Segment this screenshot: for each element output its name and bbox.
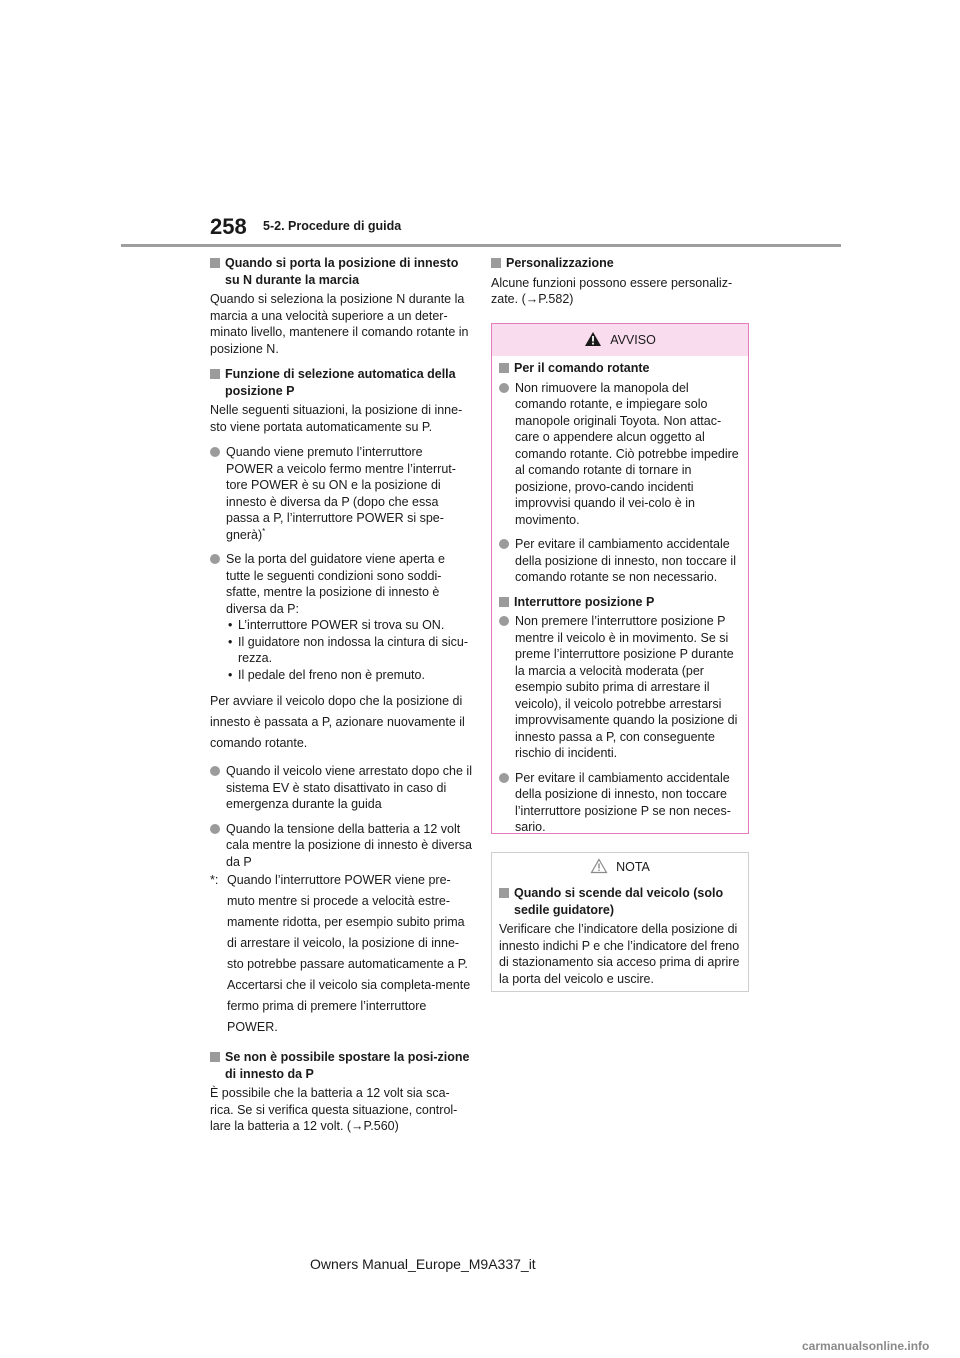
heading-neutral: Quando si porta la posizione di innesto su N durante la marcia: [210, 255, 472, 288]
heading-cannot-shift: Se non è possibile spostare la posi-zione di innesto da P: [210, 1049, 472, 1082]
note-body: [492, 881, 748, 987]
watermark: carmanualsonline.info: [802, 1339, 930, 1353]
caution-triangle-icon: [590, 858, 608, 877]
square-bullet-icon: [499, 597, 509, 607]
square-bullet-icon: [210, 369, 220, 379]
paragraph: Alcune funzioni possono essere personaliz-zate. (→P.582): [491, 275, 733, 306]
sub-item: • L’interruttore POWER si trova su ON.: [228, 618, 445, 632]
warning-body: [492, 356, 748, 836]
note-title: NOTA: [616, 860, 650, 874]
warning-triangle-icon: [584, 331, 602, 350]
circle-bullet-icon: [499, 773, 509, 783]
paragraph: Per avviare il veicolo dopo che la posizione di innesto è passata a P, azionare nuovamente il comando rotante.: [210, 694, 465, 750]
circle-bullet-icon: [210, 554, 220, 564]
sub-item: • Il pedale del freno non è premuto.: [228, 667, 425, 682]
square-bullet-icon: [499, 888, 509, 898]
circle-bullet-icon: [499, 539, 509, 549]
square-bullet-icon: [499, 363, 509, 373]
right-column: [491, 255, 753, 317]
circle-bullet-icon: [210, 766, 220, 776]
paragraph: Nelle seguenti situazioni, la posizione di inne-sto viene portata automaticamente su P.: [210, 403, 463, 434]
left-column: [210, 255, 472, 1144]
circle-bullet-icon: [499, 383, 509, 393]
paragraph: È possibile che la batteria a 12 volt sia sca-rica. Se si verifica questa situazione, control-lare la batteria a 12 volt. (→P.560): [210, 1086, 458, 1133]
paragraph: Quando si seleziona la posizione N durante la marcia a una velocità superiore a un deter-minato livello, mantenere il comando rotante in posizione N.: [210, 292, 469, 356]
list-item: Per evitare il cambiamento accidentale della posizione di innesto, non toccare l’interruttore posizione P se non neces-sario.: [499, 770, 742, 836]
header-rule: [121, 244, 841, 247]
footnote: *: Quando l’interruttore POWER viene pre-muto mentre si procede a velocità estre-mamente ridotta, per esempio subito prima di arrestare il veicolo, la posizione di inne-sto potrebbe passare automaticamente a P. Accertarsi che il veicolo sia completa-mente fermo prima di premere l’interruttore POWER.: [210, 873, 471, 1034]
heading-auto-p: Funzione di selezione automatica della posizione P: [210, 366, 472, 399]
warning-heading: Per il comando rotante: [499, 360, 742, 377]
square-bullet-icon: [210, 258, 220, 268]
list-item: Se la porta del guidatore viene aperta e tutte le seguenti condizioni sono soddi-sfatte, mentre la posizione di innesto è diversa da P:: [210, 551, 472, 617]
square-bullet-icon: [210, 1052, 220, 1062]
list-item: Quando la tensione della batteria a 12 volt cala mentre la posizione di innesto è diversa da P: [210, 821, 472, 871]
warning-header: [492, 324, 748, 356]
circle-bullet-icon: [210, 824, 220, 834]
list-item: Quando il veicolo viene arrestato dopo che il sistema EV è stato disattivato in caso di emergenza durante la guida: [210, 763, 472, 813]
circle-bullet-icon: [499, 616, 509, 626]
section-title: 5-2. Procedure di guida: [263, 219, 402, 233]
footer-text: Owners Manual_Europe_M9A337_it: [310, 1256, 536, 1272]
page-number: 258: [210, 214, 247, 239]
sub-item: • Il guidatore non indossa la cintura di sicu-rezza.: [228, 634, 468, 665]
note-box: [491, 852, 749, 992]
sublist: [228, 617, 472, 683]
note-header: [492, 853, 748, 881]
list-item: Non premere l’interruttore posizione P mentre il veicolo è in movimento. Se si preme l’interruttore posizione P durante la marcia a velocità moderata (per esempio subito prima di arrestare il veicolo), il veicolo potrebbe arrestarsi improvvisamente quando la posizione di innesto passa a P, con conseguente rischio di incidenti.: [499, 613, 742, 762]
list-item: Non rimuovere la manopola del comando rotante, e impiegare solo manopole originali Toyota. Non attac-care o appendere alcun oggetto al comando rotante. Ciò potrebbe impedire al comando rotante di tornare in posizione, provo-cando incidenti improvvisi quando il vei-colo è in movimento.: [499, 380, 742, 529]
square-bullet-icon: [491, 258, 501, 268]
warning-title: AVVISO: [610, 333, 656, 347]
circle-bullet-icon: [210, 447, 220, 457]
heading-customization: Personalizzazione: [491, 255, 753, 272]
note-heading: Quando si scende dal veicolo (solo sedile guidatore): [499, 885, 742, 918]
list-item: Per evitare il cambiamento accidentale della posizione di innesto, non toccare il comando rotante se non necessario.: [499, 536, 742, 586]
list-item: Quando viene premuto l’interruttore POWER a veicolo fermo mentre l’interrut-tore POWER è su ON e la posizione di innesto è diversa da P (dopo che essa passa a P, l’interruttore POWER si spe-gnerà)*: [210, 444, 472, 543]
warning-box: [491, 323, 749, 834]
warning-heading: Interruttore posizione P: [499, 594, 742, 611]
paragraph: Verificare che l’indicatore della posizione di innesto indichi P e che l’indicatore del freno di stazionamento sia acceso prima di aprire la porta del veicolo e uscire.: [499, 922, 740, 986]
